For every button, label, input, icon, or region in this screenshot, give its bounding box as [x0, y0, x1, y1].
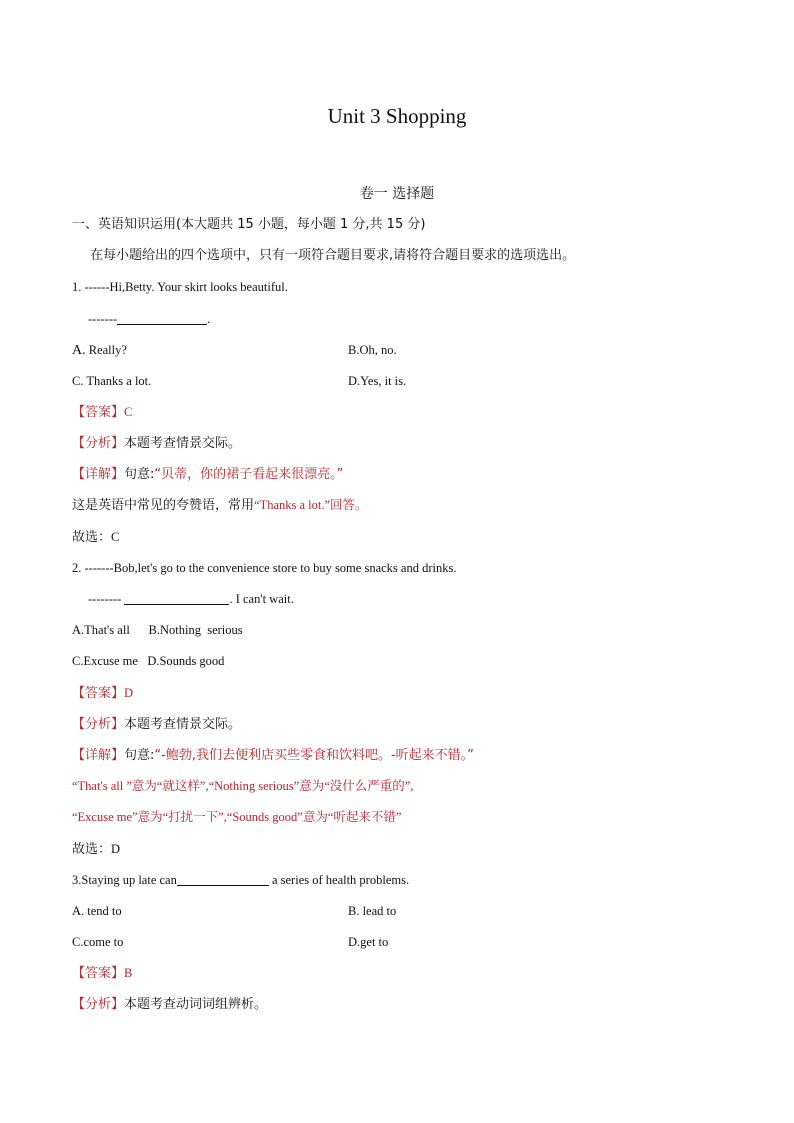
q2-choose-value: D	[111, 842, 121, 856]
q1-detail	[72, 464, 343, 485]
answer-label: 【答案】	[72, 405, 125, 420]
q1-explain-black: 这是英语中常见的夸赞语，常用	[72, 498, 255, 513]
q1-choose	[72, 527, 119, 548]
q2-explain-1: “That's all ”意为“就这样”,“Nothing serious”意为“没什么严重的”,	[72, 779, 414, 793]
instruction: 在每小题给出的四个选项中，只有一项符合题目要求,请将符合题目要求的选项选出。	[90, 248, 576, 263]
q3-stem-before: 3.Staying up late can	[72, 873, 177, 887]
q1-option-a: Really?	[85, 343, 127, 357]
q3-stem	[72, 870, 409, 890]
q1-explain-red: “Thanks a lot.”回答。	[254, 498, 368, 512]
q3-option-d: D.get to	[348, 935, 389, 949]
q3-analysis	[72, 994, 267, 1015]
q2-detail-prefix: 句意:	[124, 748, 155, 763]
q2-choose	[72, 839, 120, 860]
q2-stem: 2. -------Bob,let's go to the convenience store to buy some snacks and drinks.	[72, 561, 457, 575]
q1-reply-suffix: .	[207, 312, 211, 326]
q2-detail	[72, 745, 474, 766]
q1-option-d: D.Yes, it is.	[348, 374, 407, 388]
q1-options-ab	[72, 340, 127, 361]
q1-choose-value: C	[111, 530, 120, 544]
analysis-label: 【分析】	[72, 717, 125, 732]
q1-answer	[72, 402, 132, 423]
q3-option-c: C.come to	[72, 935, 124, 949]
detail-label: 【详解】	[72, 748, 125, 763]
q3-option-b: B. lead to	[348, 904, 397, 918]
choose-label: 故选：	[72, 530, 112, 545]
q1-answer-value: C	[124, 405, 133, 419]
q2-answer	[72, 683, 133, 704]
q3-option-a: A. tend to	[72, 904, 122, 918]
q1-reply	[88, 309, 210, 329]
q1-detail-text: “贝蒂，你的裙子看起来很漂亮。”	[154, 467, 344, 482]
q1-option-a-letter: A.	[72, 343, 86, 358]
q2-blank	[124, 590, 229, 605]
q2-reply	[88, 589, 294, 609]
q1-detail-prefix: 句意:	[124, 467, 155, 482]
q2-options-ab: A.That's all B.Nothing serious	[72, 623, 243, 637]
analysis-label: 【分析】	[72, 436, 125, 451]
q3-stem-after: a series of health problems.	[268, 873, 410, 887]
q2-explain-2: “Excuse me”意为“打扰一下”,“Sounds good”意为“听起来不错”	[72, 810, 402, 824]
q2-options-cd: C.Excuse me D.Sounds good	[72, 654, 225, 668]
q2-analysis-text: 本题考查情景交际。	[124, 717, 242, 732]
q1-analysis	[72, 433, 241, 454]
analysis-label: 【分析】	[72, 997, 125, 1012]
q3-answer-value: B	[124, 966, 133, 980]
answer-label: 【答案】	[72, 966, 125, 981]
q2-reply-suffix: . I can't wait.	[229, 592, 294, 606]
q1-blank	[117, 310, 207, 325]
q2-detail-text: “-鲍勃,我们去便利店买些零食和饮料吧。-听起来不错。”	[154, 748, 474, 763]
answer-label: 【答案】	[72, 686, 125, 701]
q1-analysis-text: 本题考查情景交际。	[124, 436, 242, 451]
q1-option-b: B.Oh, no.	[348, 343, 397, 357]
q1-reply-prefix: -------	[88, 312, 118, 326]
section-title: 卷一 选择题	[359, 186, 435, 202]
q3-blank	[177, 871, 269, 886]
page-title: Unit 3 Shopping	[327, 104, 467, 128]
q2-reply-prefix: --------	[88, 592, 122, 606]
choose-label: 故选：	[72, 842, 112, 857]
q2-analysis	[72, 714, 241, 735]
q3-analysis-text: 本题考查动词词组辨析。	[124, 997, 268, 1012]
part-heading: 一、英语知识运用(本大题共 15 小题，每小题 1 分,共 15 分)	[72, 217, 426, 232]
q1-option-c: C. Thanks a lot.	[72, 374, 152, 388]
q1-explain	[72, 495, 368, 516]
q3-answer	[72, 963, 132, 984]
detail-label: 【详解】	[72, 467, 125, 482]
q1-stem: 1. ------Hi,Betty. Your skirt looks beautiful.	[72, 280, 288, 294]
q2-answer-value: D	[124, 686, 134, 700]
